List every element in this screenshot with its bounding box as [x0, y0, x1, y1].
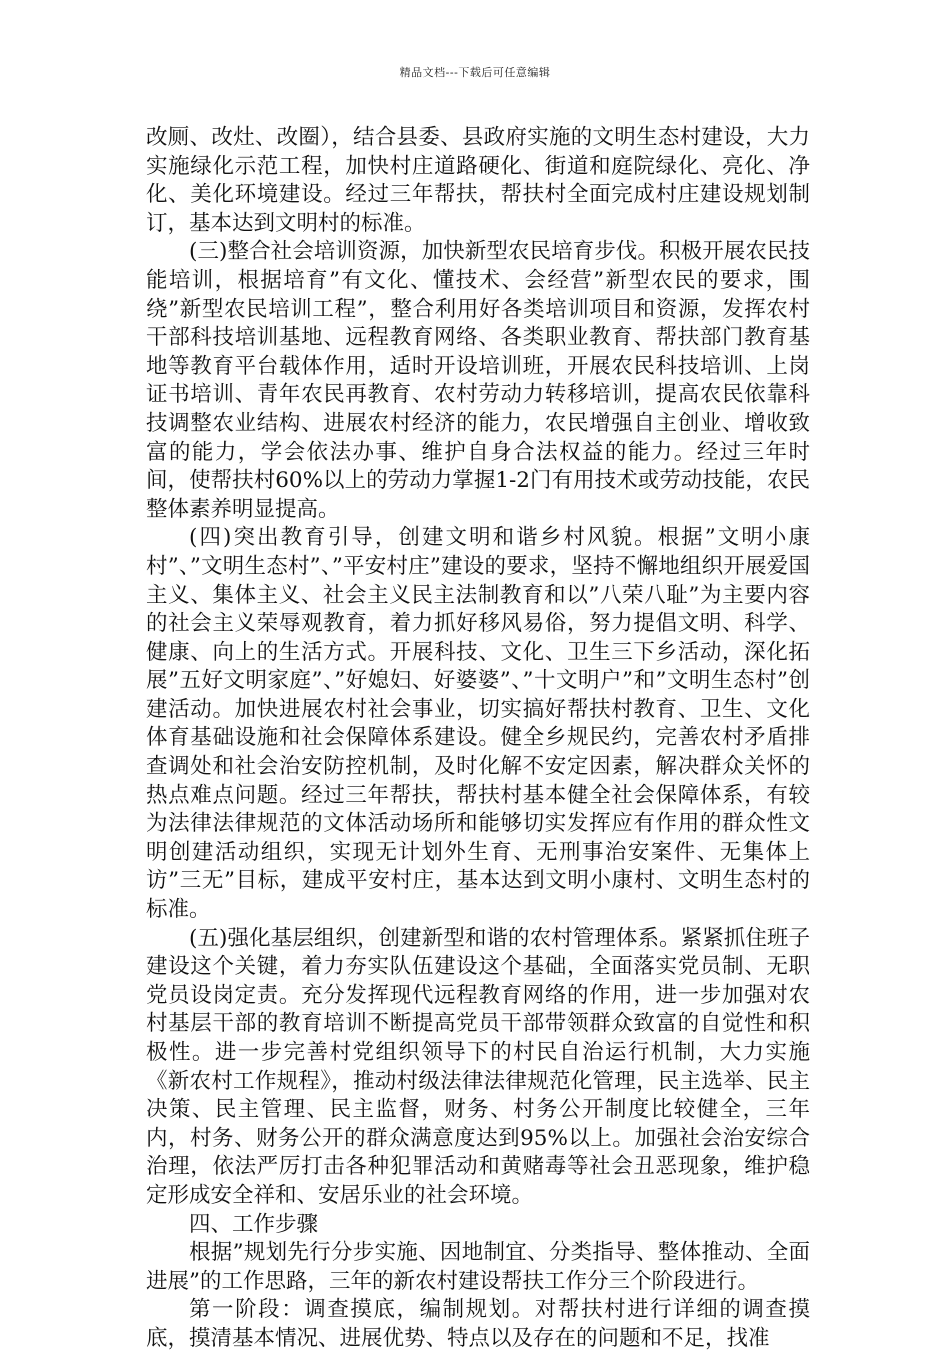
document-body: [146, 124, 810, 1354]
paragraph-5: 根据”规划先行分步实施、因地制宜、分类指导、整体推动、全面进展”的工作思路，三年的新农村建设帮扶工作分三个阶段进行。: [146, 1240, 810, 1294]
section-heading-work-steps: 四、工作步骤: [189, 1211, 319, 1237]
paragraph-6: 第一阶段：调查摸底，编制规划。对帮扶村进行详细的调查摸底，摸清基本情况、进展优势、特点以及存在的问题和不足，找准: [146, 1297, 810, 1351]
paragraph-4: (五)强化基层组织，创建新型和谐的农村管理体系。紧紧抓住班子建设这个关键，着力夯实队伍建设这个基础，全面落实党员制、无职党员设岗定责。充分发挥现代远程教育网络的作用，进一步加强对农村基层干部的教育培训不断提高党员干部带领群众致富的自觉性和积极性。进一步完善村党组织领导下的村民自治运行机制，大力实施《新农村工作规程》，推动村级法律法律规范化管理，民主选举、民主决策、民主管理、民主监督，财务、村务公开制度比较健全，三年内，村务、财务公开的群众满意度达到95%以上。加强社会治安综合治理，依法严厉打击各种犯罪活动和黄赌毒等社会丑恶现象，维护稳定形成安全祥和、安居乐业的社会环境。: [146, 925, 810, 1208]
page-header: 精品文档---下载后可任意编辑: [399, 66, 551, 79]
paragraph-2: (三)整合社会培训资源，加快新型农民培育步伐。积极开展农民技能培训，根据培育”有文化、懂技术、会经营”新型农民的要求，围绕”新型农民培训工程”，整合利用好各类培训项目和资源，发挥农村干部科技培训基地、远程教育网络、各类职业教育、帮扶部门教育基地等教育平台载体作用，适时开设培训班，开展农民科技培训、上岗证书培训、青年农民再教育、农村劳动力转移培训，提高农民依靠科技调整农业结构、进展农村经济的能力，农民增强自主创业、增收致富的能力，学会依法办事、维护自身合法权益的能力。经过三年时间，使帮扶村60%以上的劳动力掌握1-2门有用技术或劳动技能，农民整体素养明显提高。: [146, 239, 810, 522]
paragraph-3: (四)突出教育引导，创建文明和谐乡村风貌。根据”文明小康村”、”文明生态村”、”平安村庄”建设的要求，坚持不懈地组织开展爱国主义、集体主义、社会主义民主法制教育和以”八荣八耻”为主要内容的社会主义荣辱观教育，着力抓好移风易俗，努力提倡文明、科学、健康、向上的生活方式。开展科技、文化、卫生三下乡活动，深化拓展”五好文明家庭”、”好媳妇、好婆婆”、”十文明户”和”文明生态村”创建活动。加快进展农村社会事业，切实搞好帮扶村教育、卫生、文化体育基础设施和社会保障体系建设。健全乡规民约，完善农村矛盾排查调处和社会治安防控机制，及时化解不安定因素，解决群众关怀的热点难点问题。经过三年帮扶，帮扶村基本健全社会保障体系，有较为法律法律规范的文体活动场所和能够切实发挥应有作用的群众性文明创建活动组织，实现无计划外生育、无刑事治安案件、无集体上访”三无”目标，建成平安村庄，基本达到文明小康村、文明生态村的标准。: [146, 525, 810, 923]
paragraph-1: 改厕、改灶、改圈），结合县委、县政府实施的文明生态村建设，大力实施绿化示范工程，加快村庄道路硬化、街道和庭院绿化、亮化、净化、美化环境建设。经过三年帮扶，帮扶村全面完成村庄建设规划制订，基本达到文明村的标准。: [146, 125, 810, 236]
